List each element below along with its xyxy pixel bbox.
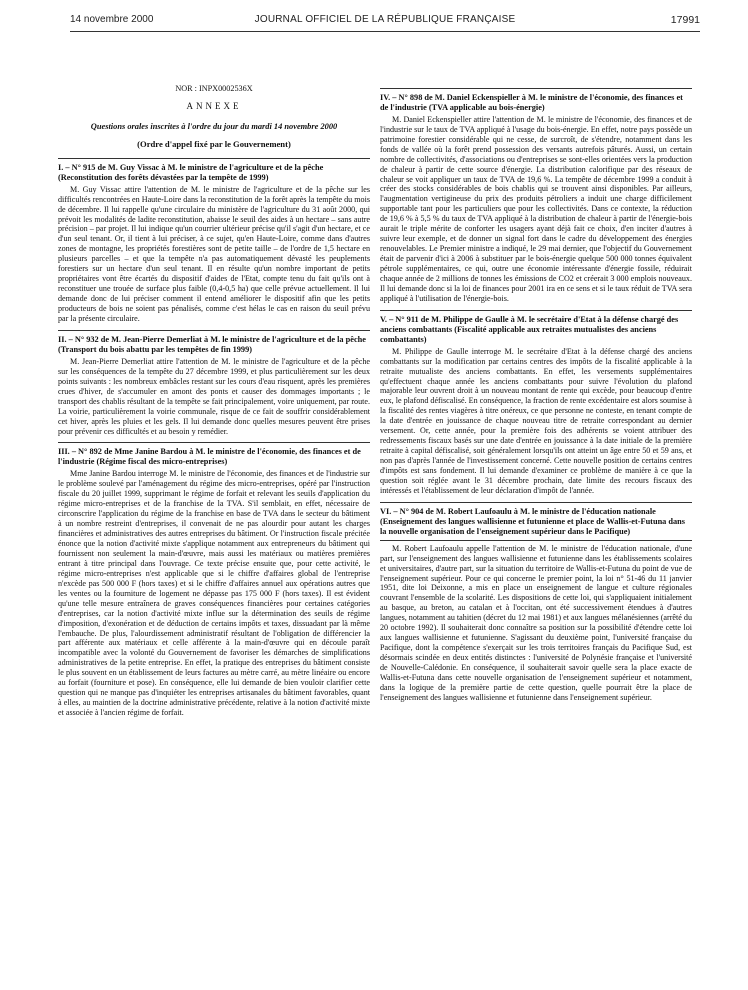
question-body: M. Robert Laufoaulu appelle l'attention de M. le ministre de l'éducation nationale, d'une part, sur l'enseignement des langues wallisienne et futunienne dans les établissements scolaires et universitaires, d'autre part, sur la situation du territoire de Wallis-et-Futuna du point de vue de l'enseignement supérieur. Pour ce qui concerne le premier point, la loi n° 51-46 du 11 janvier 1951, dite loi Deixonne, a mis en place un enseignement de langue et culture régionales couvrant l'ensemble de la scolarité. Les dispositions de cette loi, qui s'appliquaient initialement au basque, au breton, au catalan et à l'occitan, ont été successivement étendues à d'autres langues, notamment au tahitien (décret du 12 mai 1981) et aux langues mélanésiennes (arrêté du 20 octobre 1992). Il souhaiterait donc connaître sa position sur la possibilité d'étendre cette loi aux langues wallisienne et futunienne. S'agissant du deuxième point, l'université française du Pacifique, dont la compétence s'exerçait sur les trois territoires français du Pacifique Sud, est désormais scindée en deux entités distinctes : l'université de Polynésie française et l'université de Nouvelle-Calédonie. En conséquence, il souhaiterait savoir quelle sera la place exacte de Wallis-et-Futuna dans cette nouvelle organisation de l'enseignement supérieur et notamment, dans la logique de la première partie de cette question, quelle pourrait être la place de l'enseignement des langues wallisienne et futunienne dans l'enseignement supérieur. <box>380 543 692 702</box>
left-column <box>58 82 370 982</box>
question-heading: III. – N° 892 de Mme Janine Bardou à M. le ministre de l'économie, des finances et de l'industrie (Régime fiscal des micro-entreprises) <box>58 442 370 467</box>
nor-reference: NOR : INPX0002536X <box>175 84 253 93</box>
question-body: M. Guy Vissac attire l'attention de M. le ministre de l'agriculture et de la pêche sur les difficultés rencontrées en Haute-Loire dans la reconstitution de la forêt après la tempête du mois de décembre. Il lui rappelle qu'une circulaire du ministère de l'agriculture du 31 août 2000, qui prévoit les modalités de ladite reconstitution, abaisse le seuil des aides à un hectare – sans autre précision – par projet. Il lui indique qu'un courrier ultérieur précise qu'il s'agit d'un hectare, et ce d'un seul tenant. Or, il tient à lui préciser, à ce sujet, qu'en Haute-Loire, comme dans d'autres zones de montagne, les propriétés forestières sont de petite taille – de l'ordre de 1,5 hectare en plusieurs parcelles – et que la tempête n'a pas automatiquement dévasté les peuplements forestiers sur un hectare d'un seul tenant. Il en résulte qu'un nombre important de petits propriétaires vont être écartés du dispositif d'aides de l'Etat, compte tenu du fait qu'ils ont à reconstituer une trouée de surface plus faible (0,4-0,5 ha) que celle prévue actuellement. Il lui demande donc de lui préciser comment il entend améliorer le dispositif afin que les petits producteurs de bois ne soient pas pénalisés, comme c'est hélas le cas en raison du seuil prévu par la présente circulaire. <box>58 184 370 324</box>
header-rule <box>70 31 700 32</box>
questions-title: Questions orales inscrites à l'ordre du jour du mardi 14 novembre 2000 <box>90 121 338 131</box>
question-heading: VI. – N° 904 de M. Robert Laufoaulu à M. le ministre de l'éducation nationale (Enseignement des langues wallisienne et futunienne et place de Wallis-et-Futuna dans la nouvelle organisation de l'enseignement supérieur dans le Pacifique) <box>380 502 692 541</box>
question-body: M. Philippe de Gaulle interroge M. le secrétaire d'Etat à la défense chargé des anciens combattants sur la modification par certains centres des impôts de la fiscalité applicable à la retraite mutualiste des anciens combattants. En effet, les versements supplémentaires qu'effectuent chaque année les anciens combattants pour suivre l'évolution du plafond majorable leur ouvrent droit à un nouveau montant de rente qui excède, pour beaucoup d'entre eux, le plafond défiscalisé. En conséquence, la fraction de rente excédentaire est alors soumise à la fiscalité des rentes viagères à titre onéreux, ce que personne ne conteste, en tenant compte de la date d'entrée en jouissance de chaque nouveau titre de retraite correspondant au dernier versement. Or, cette année, pour la première fois des adhérents se voient attribuer des redressements fiscaux basés sur une date d'entrée en jouissance à la date initiale de la première retraite à capital défiscalisé, soit généralement lorsqu'ils ont atteint un âge entre 50 et 59 ans, et non pas d'après l'année de l'investissement concerné. Cette nouvelle position de certains centres d'impôts est sans fondement. Il lui demande d'examiner ce problème de manière à ce que la question soit réglée avant le 31 décembre prochain, date limite des recours fiscaux des intéressés et l'établissement de leur déclaration d'impôt de l'année. <box>380 346 692 495</box>
question-heading: V. – N° 911 de M. Philippe de Gaulle à M. le secrétaire d'Etat à la défense chargé des anciens combattants (Fiscalité applicable aux retraites mutualistes des anciens combattants) <box>380 310 692 345</box>
page-number: 17991 <box>670 14 700 26</box>
page-header <box>70 14 700 28</box>
ordre-appel: (Ordre d'appel fixé par le Gouvernement) <box>137 138 291 149</box>
annexe-heading: ANNEXE <box>186 100 242 111</box>
question-body: Mme Janine Bardou interroge M. le ministre de l'économie, des finances et de l'industrie sur le problème soulevé par l'aménagement du régime des micro-entreprises, opéré par l'instruction fiscale du 20 juillet 1999, supprimant le régime de forfait et relevant les seuils d'application du régime micro-entreprises et de la franchise de la TVA. S'il semblait, en effet, nécessaire de circonscrire l'application du régime de la franchise en base de TVA dans le secteur du bâtiment à un nombre restreint d'entreprises, il convenait de ne pas alourdir pour autant les charges financières et administratives des autres entreprises du bâtiment. Or l'instruction fiscale précitée énonce que la notion d'activité mixte s'applique notamment aux entrepreneurs du bâtiment qui fournissent non seulement la main-d'œuvre, mais aussi les matériaux ou matières premières entrant à titre principal dans l'ouvrage. Ce texte précise ensuite que, pour cette activité, le régime micro-entreprises n'est applicable que si le chiffre d'affaires global de l'entreprise n'excède pas 500 000 F (hors taxes) et si le chiffre d'affaires annuel aux opérations autres que les ventes ou la fourniture de logement ne dépasse pas 175 000 F (hors taxes). Il est évident qu'une telle mesure entraînera de graves conséquences financières pour certaines catégories d'entreprises, car la notion d'activité mixte influe sur la détermination des seuils de régime d'imposition, d'exonération et de déduction de certains impôts et taxes, dissuadant par là même l'embauche. De plus, l'alourdissement administratif résultant de l'obligation de différencier la part afférente aux matériaux et celle afférente à la main-d'œuvre qui en découle paraît incompatible avec la volonté du Gouvernement de favoriser les démarches de simplifications administratives de la petite entreprise. En effet, la pratique des entreprises du bâtiment consiste le plus souvent en un établissement de leurs factures au mètre carré, au mètre linéaire ou encore au forfait (fourniture et pose). En conséquence, elle lui demande de bien vouloir clarifier cette question qui ne manque pas d'inquiéter les entreprises artisanales du bâtiment favorables, quant à elles, au maintien de la doctrine administrative précédente, relative à la notion d'activité mixte et associée à l'ancien régime de forfait. <box>58 469 370 718</box>
header-date: 14 novembre 2000 <box>70 14 154 25</box>
question-heading: IV. – N° 898 de M. Daniel Eckenspieller à M. le ministre de l'économie, des finances et de l'industrie (TVA applicable au bois-énergie) <box>380 88 692 113</box>
journal-title: JOURNAL OFFICIEL DE LA RÉPUBLIQUE FRANÇAISE <box>254 14 516 25</box>
question-body: M. Daniel Eckenspieller attire l'attention de M. le ministre de l'économie, des finances et de l'industrie sur le taux de TVA appliqué à l'usage du bois-énergie. En effet, notre pays possède un patrimoine forestier considérable qui ne cesse, de surcroît, de s'étendre, notamment dans les fonds de vallée où la forêt prend possession des versants autrefois pâturés. Aussi, un certain nombre de collectivités, d'associations ou d'entreprises se sont-elles orientées vers la production de chaleur à partir de cette source d'énergie. La distribution calorifique par des réseaux de chaleur se voit appliquer un taux de TVA de 19,6 %. La tempête de décembre 1999 a conduit à créer des stocks considérables de bois chablis qui se trouvent ainsi disponibles. Par ailleurs, l'augmentation vertigineuse du prix des produits pétroliers a induit une charge difficilement supportable tant pour les particuliers que pour les collectivités. Dans ce contexte, la réduction de 19,6 % à 5,5 % du taux de TVA appliqué à la distribution de chaleur à partir de l'énergie-bois aurait le triple mérite de conforter les usagers ayant déjà fait ce choix, d'en inciter d'autres à suivre leur exemple, et de donner un signal fort dans le cadre du développement des énergies renouvelables. Le Premier ministre a indiqué, le 29 mai dernier, que l'objectif du Gouvernement était de parvenir d'ici à 2006 à substituer par le bois-énergie quelque 500 000 tonnes équivalent pétrole supplémentaires, ce qui, outre une économie intéressante d'énergie fossile, réduirait chaque année de 2 millions de tonnes les émissions de CO2 et créerait 3 000 emplois nouveaux. Il lui demande donc si la loi de finances pour 2001 ira en ce sens et si le taux réduit de TVA sera appliqué à l'utilisation de l'énergie-bois. <box>380 114 692 303</box>
question-body: M. Jean-Pierre Demerliat attire l'attention de M. le ministre de l'agriculture et de la pêche sur les conséquences de la tempête du 27 décembre 1999, et plus particulièrement sur les deux points suivants : les nombreux embâcles restant sur les cours d'eau risquent, après les premières crues d'hiver, de s'accumuler en amont des ponts et causer des dommages importants ; le transport des chablis résultant de la tempête se fait principalement, voire uniquement, par route. La voirie, particulièrement la voirie communale, risque de ce fait de souffrir considérablement cet hiver, après les pluies et les gels. Il lui demande donc quelles mesures peuvent être prises pour prévenir ces difficultés et au besoin y remédier. <box>58 356 370 436</box>
question-heading: II. – N° 932 de M. Jean-Pierre Demerliat à M. le ministre de l'agriculture et de la pêche (Transport du bois abattu par les tempêtes de fin 1999) <box>58 330 370 355</box>
right-column <box>380 88 692 982</box>
question-heading: I. – N° 915 de M. Guy Vissac à M. le ministre de l'agriculture et de la pêche (Reconstitution des forêts dévastées par la tempête de 1999) <box>58 158 370 183</box>
